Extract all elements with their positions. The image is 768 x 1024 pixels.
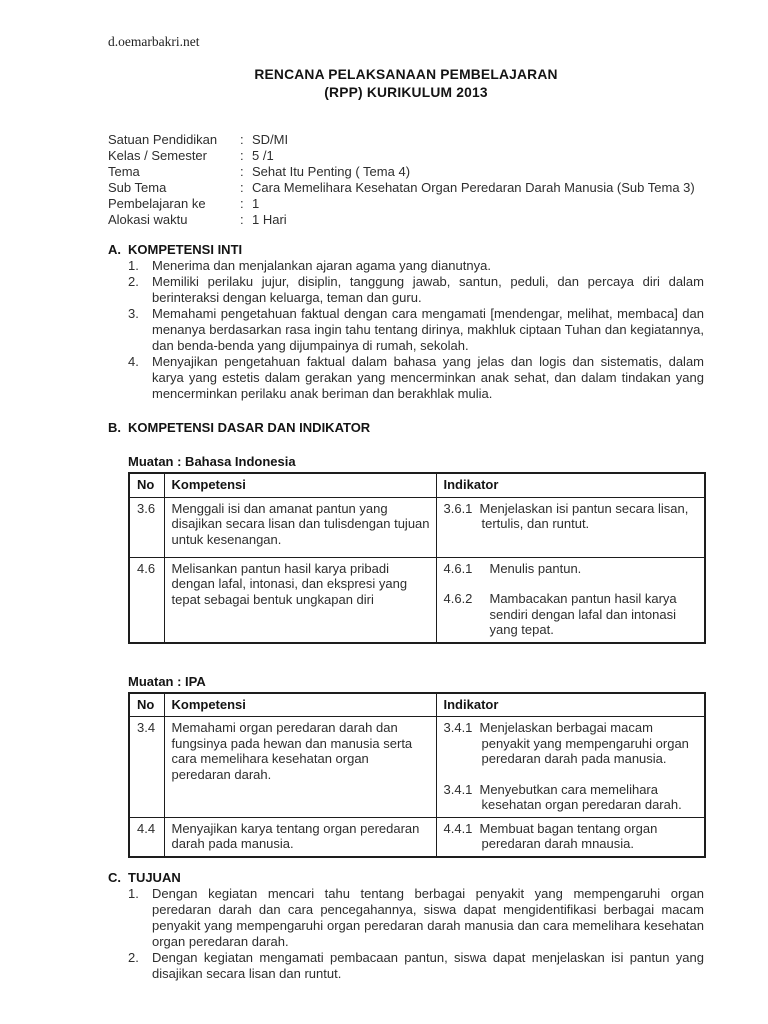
indicator-item bbox=[444, 501, 699, 532]
list-item bbox=[128, 274, 704, 306]
info-row-kelas-semester bbox=[108, 148, 704, 164]
table-header-row bbox=[129, 693, 705, 717]
info-value: Sehat Itu Penting ( Tema 4) bbox=[252, 164, 411, 179]
list-item-number: 1. bbox=[128, 258, 139, 273]
info-value: SD/MI bbox=[252, 132, 289, 147]
info-value: Cara Memelihara Kesehatan Organ Peredaran Darah Manusia (Sub Tema 3) bbox=[252, 180, 695, 195]
cell-indikator bbox=[436, 557, 705, 643]
section-heading bbox=[108, 870, 704, 886]
list-item-number: 3. bbox=[128, 306, 139, 321]
table-row bbox=[129, 717, 705, 818]
section-letter: B. bbox=[108, 420, 121, 435]
column-header-no: No bbox=[129, 693, 164, 717]
info-separator: : bbox=[240, 212, 244, 227]
indicator-code: 4.6.2 bbox=[443, 591, 473, 606]
info-row-satuan-pendidikan bbox=[108, 132, 704, 148]
list-item bbox=[128, 950, 704, 982]
cell-kompetensi: Melisankan pantun hasil karya pribadi dengan lafal, intonasi, dan ekspresi yang tepat sebagai bentuk ungkapan diri bbox=[164, 557, 436, 643]
section-heading bbox=[108, 420, 704, 436]
indicator-text: Mambacakan pantun hasil karya sendiri dengan lafal dan intonasi yang tepat. bbox=[489, 591, 677, 637]
info-label: Alokasi waktu bbox=[108, 212, 188, 227]
kompetensi-table-bahasa bbox=[128, 472, 706, 644]
info-value: 1 Hari bbox=[252, 212, 287, 227]
muatan-ipa-title: Muatan : IPA bbox=[128, 673, 206, 689]
column-header-kompetensi: Kompetensi bbox=[164, 473, 436, 497]
site-watermark: d.oemarbakri.net bbox=[108, 34, 200, 49]
section-title: KOMPETENSI INTI bbox=[128, 242, 243, 257]
cell-no: 4.4 bbox=[129, 817, 164, 857]
list-item-number: 1. bbox=[128, 885, 139, 901]
column-header-indikator: Indikator bbox=[436, 693, 705, 717]
section-kompetensi-inti bbox=[108, 242, 704, 402]
list-item-text: Memahami pengetahuan faktual dengan cara mengamati [mendengar, melihat, membaca] dan menanya berdasarkan rasa ingin tahu tentang dirinya, makhluk ciptaan Tuhan dan kegiatannya, dan benda-benda yang dijumpainya di rumah, sekolah. bbox=[152, 306, 704, 353]
list-item bbox=[128, 258, 704, 274]
info-label: Pembelajaran ke bbox=[108, 196, 206, 211]
document-title bbox=[108, 66, 704, 102]
indicator-item bbox=[444, 821, 699, 852]
cell-no: 3.4 bbox=[129, 717, 164, 818]
list-item bbox=[128, 306, 704, 354]
list-item-number: 2. bbox=[128, 274, 139, 289]
list-item bbox=[128, 354, 704, 402]
column-header-no: No bbox=[129, 473, 164, 497]
list-item-text: Menerima dan menjalankan ajaran agama yang dianutnya. bbox=[152, 258, 491, 273]
indicator-text: Membuat bagan tentang organ peredaran darah mnausia. bbox=[479, 820, 658, 851]
indicator-item bbox=[444, 561, 699, 577]
list-item-number: 2. bbox=[128, 949, 139, 965]
info-label: Sub Tema bbox=[108, 180, 167, 195]
indicator-code: 3.4.1 bbox=[443, 781, 473, 797]
indicator-text: Menyebutkan cara memelihara kesehatan organ peredaran darah. bbox=[479, 781, 682, 812]
cell-no: 4.6 bbox=[129, 557, 164, 643]
info-row-tema bbox=[108, 164, 704, 180]
info-row-sub-tema bbox=[108, 180, 704, 196]
section-title: KOMPETENSI DASAR DAN INDIKATOR bbox=[128, 420, 371, 435]
indicator-code: 3.4.1 bbox=[443, 720, 473, 735]
info-separator: : bbox=[240, 164, 244, 179]
info-label: Satuan Pendidikan bbox=[108, 132, 218, 147]
section-kompetensi-dasar bbox=[108, 420, 704, 858]
indicator-code: 4.4.1 bbox=[443, 820, 473, 836]
cell-kompetensi: Menggali isi dan amanat pantun yang disajikan secara lisan dan tulisdengan tujuan untuk kesenangan. bbox=[164, 497, 436, 557]
document-title-line2: (RPP) KURIKULUM 2013 bbox=[324, 85, 488, 100]
info-value: 5 /1 bbox=[252, 148, 274, 163]
list-item-text: Menyajikan pengetahuan faktual dalam bahasa yang jelas dan logis dan sistematis, dalam karya yang estetis dalam gerakan yang mencerminkan anak sehat, dan dalam tindakan yang mencerminkan perilaku anak beriman dan berakhlak mulia. bbox=[152, 354, 704, 401]
indicator-text: Menjelaskan isi pantun secara lisan, tertulis, dan runtut. bbox=[479, 500, 689, 531]
table-row bbox=[129, 817, 705, 857]
indicator-text: Menjelaskan berbagai macam penyakit yang mempengaruhi organ peredaran darah pada manusia. bbox=[479, 720, 689, 766]
cell-indikator bbox=[436, 497, 705, 557]
column-header-indikator: Indikator bbox=[436, 473, 705, 497]
info-row-alokasi-waktu bbox=[108, 212, 704, 228]
indicator-item bbox=[444, 782, 699, 813]
cell-kompetensi: Memahami organ peredaran darah dan fungsinya pada hewan dan manusia serta cara memelihara kesehatan organ peredaran darah. bbox=[164, 717, 436, 818]
list-item-text: Memiliki perilaku jujur, disiplin, tanggung jawab, santun, peduli, dan percaya diri dalam berinteraksi dengan keluarga, teman dan guru. bbox=[152, 274, 704, 305]
kompetensi-inti-list bbox=[128, 258, 704, 402]
indicator-code: 3.6.1 bbox=[443, 500, 473, 516]
tujuan-list bbox=[128, 886, 704, 982]
section-title: TUJUAN bbox=[128, 869, 181, 885]
section-letter: C. bbox=[108, 869, 121, 885]
list-item-number: 4. bbox=[128, 354, 139, 369]
section-letter: A. bbox=[108, 242, 121, 257]
muatan-bahasa-title: Muatan : Bahasa Indonesia bbox=[128, 454, 296, 469]
info-label: Tema bbox=[108, 164, 140, 179]
cell-kompetensi: Menyajikan karya tentang organ peredaran darah pada manusia. bbox=[164, 817, 436, 857]
cell-no: 3.6 bbox=[129, 497, 164, 557]
section-heading bbox=[108, 242, 704, 258]
info-separator: : bbox=[240, 196, 244, 211]
list-item bbox=[128, 886, 704, 950]
table-row bbox=[129, 557, 705, 643]
document-title-line1: RENCANA PELAKSANAAN PEMBELAJARAN bbox=[254, 67, 558, 82]
info-separator: : bbox=[240, 148, 244, 163]
column-header-kompetensi: Kompetensi bbox=[164, 693, 436, 717]
list-item-text: Dengan kegiatan mengamati pembacaan pantun, siswa dapat menjelaskan isi pantun yang disajikan secara lisan dan runtut. bbox=[152, 949, 704, 981]
info-label: Kelas / Semester bbox=[108, 148, 207, 163]
info-separator: : bbox=[240, 180, 244, 195]
table-header-row bbox=[129, 473, 705, 497]
table-row bbox=[129, 497, 705, 557]
document-info-block bbox=[108, 132, 704, 228]
list-item-text: Dengan kegiatan mencari tahu tentang berbagai penyakit yang mempengaruhi organ peredaran darah dan cara pencegahannya, siswa dapat mengidentifikasi berbagai macam penyakit yang mempengaruhi organ peredaran darah manusia dan cara memelihara kesehatan organ peredaran darah. bbox=[152, 885, 704, 949]
indicator-text: Menulis pantun. bbox=[489, 560, 582, 576]
kompetensi-table-ipa bbox=[128, 692, 706, 858]
indicator-code: 4.6.1 bbox=[443, 560, 473, 576]
info-separator: : bbox=[240, 132, 244, 147]
info-row-pembelajaran-ke bbox=[108, 196, 704, 212]
indicator-item bbox=[444, 591, 699, 638]
section-tujuan bbox=[108, 870, 704, 982]
cell-indikator bbox=[436, 817, 705, 857]
info-value: 1 bbox=[252, 196, 260, 211]
cell-indikator bbox=[436, 717, 705, 818]
indicator-item bbox=[444, 720, 699, 767]
